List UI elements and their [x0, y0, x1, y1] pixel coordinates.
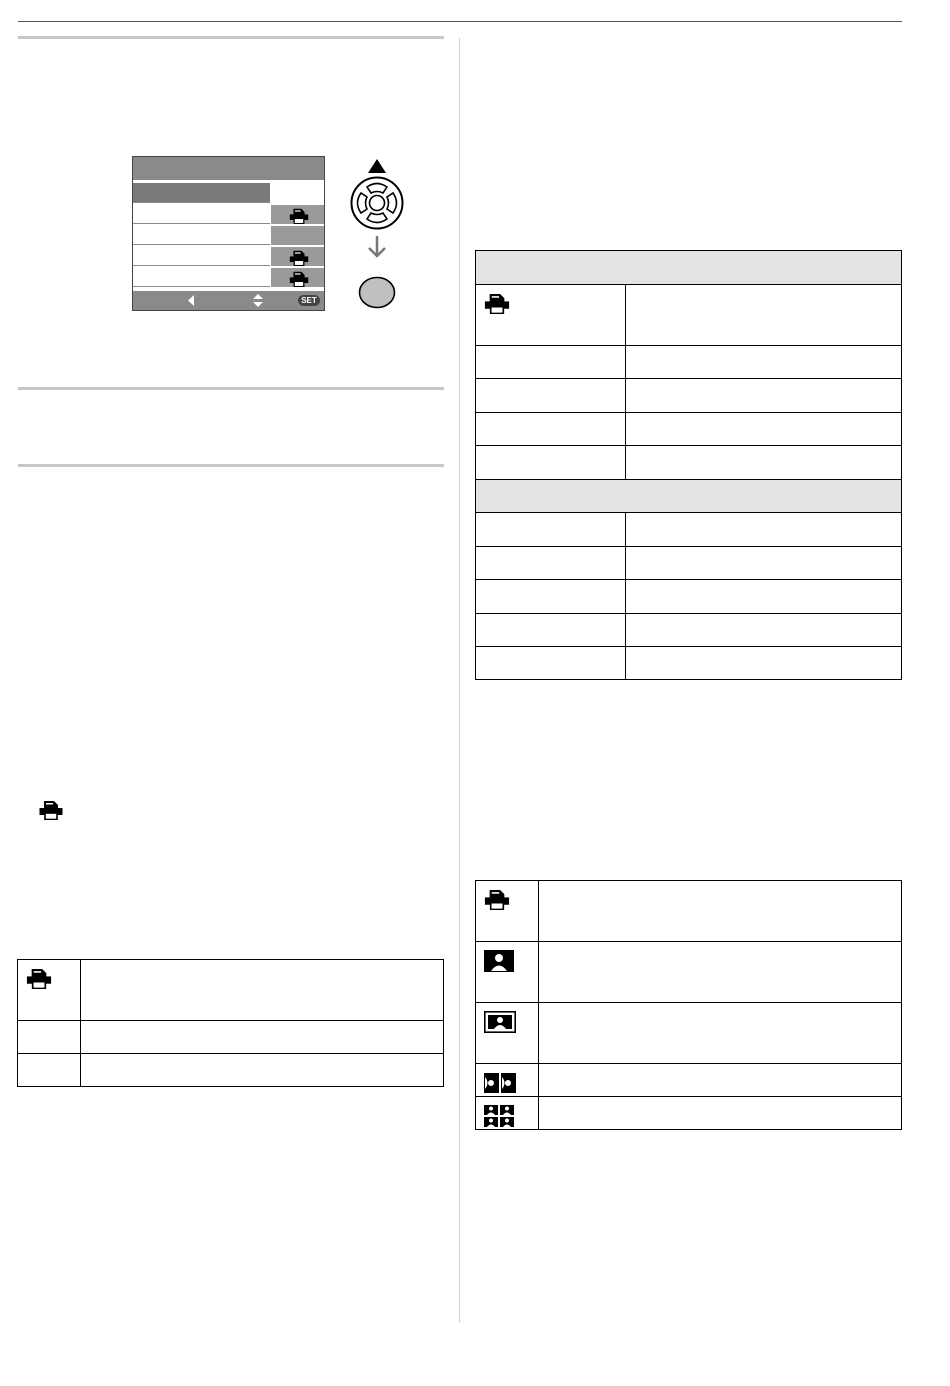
two-up-layout-icon [484, 1073, 516, 1093]
table-cell [626, 379, 902, 413]
lcd-menu-row [133, 226, 324, 245]
table-row [476, 1097, 902, 1130]
table-cell [18, 1021, 81, 1054]
table-cell [476, 942, 539, 1003]
lcd-menu-footer [133, 291, 324, 310]
up-down-arrows-icon [253, 294, 263, 307]
table-cell [476, 580, 626, 614]
print-setting-table [17, 959, 444, 1087]
table-cell [539, 1097, 902, 1130]
table-cell [539, 942, 902, 1003]
table-row [18, 1054, 444, 1087]
table-cell [476, 647, 626, 680]
set-label: SET [298, 295, 320, 306]
table-cell [626, 513, 902, 547]
table-cell [626, 285, 902, 346]
four-up-layout-icon [484, 1105, 514, 1127]
table-cell [626, 346, 902, 379]
page-layout-table [475, 880, 902, 1130]
arrow-down-icon [366, 235, 388, 259]
table-cell [626, 580, 902, 614]
printer-icon [26, 968, 52, 989]
portrait-frame-icon [484, 950, 514, 972]
table-cell [81, 1021, 444, 1054]
lcd-menu-row [133, 205, 324, 224]
table-section-header [476, 251, 902, 285]
triangle-left-icon [187, 295, 195, 306]
table-row [476, 614, 902, 647]
table-cell [476, 346, 626, 379]
table-cell [476, 480, 902, 513]
table-cell [476, 413, 626, 446]
table-row [476, 1003, 902, 1064]
printer-icon [289, 271, 309, 287]
table-cell [626, 413, 902, 446]
table-row [476, 647, 902, 680]
printer-icon [484, 889, 510, 910]
portrait-border-icon [484, 1011, 516, 1033]
section-rule [18, 36, 444, 39]
table-cell [81, 960, 444, 1021]
lcd-menu-row [133, 268, 324, 287]
table-row [476, 513, 902, 547]
table-cell [539, 1003, 902, 1064]
table-cell [626, 446, 902, 480]
table-row [476, 446, 902, 480]
table-cell [81, 1054, 444, 1087]
cross-key-icon [350, 176, 404, 230]
table-cell [476, 251, 902, 285]
table-row [18, 960, 444, 1021]
table-cell [476, 614, 626, 647]
table-cell [539, 1064, 902, 1097]
paper-size-table [475, 250, 902, 680]
lcd-menu-row [133, 183, 324, 202]
table-cell [476, 379, 626, 413]
printer-icon [484, 293, 510, 314]
table-row [18, 1021, 444, 1054]
lcd-menu-header [133, 157, 324, 180]
table-cell [626, 614, 902, 647]
lcd-menu-screen [132, 156, 325, 311]
table-cell [476, 881, 539, 942]
triangle-up-icon [368, 159, 386, 173]
table-cell [539, 881, 902, 942]
table-cell [476, 1064, 539, 1097]
table-cell [18, 1054, 81, 1087]
table-cell [18, 960, 81, 1021]
table-section-header [476, 480, 902, 513]
table-cell [476, 1097, 539, 1130]
table-row [476, 881, 902, 942]
table-cell [476, 446, 626, 480]
printer-icon [289, 208, 309, 224]
section-rule [18, 387, 444, 390]
column-divider [459, 38, 460, 1323]
table-row [476, 379, 902, 413]
table-cell [626, 547, 902, 580]
table-cell [476, 513, 626, 547]
table-row [476, 285, 902, 346]
table-cell [476, 547, 626, 580]
table-row [476, 413, 902, 446]
table-cell [626, 647, 902, 680]
page-top-rule [18, 21, 902, 22]
table-row [476, 346, 902, 379]
table-cell [476, 285, 626, 346]
table-row [476, 547, 902, 580]
lcd-menu-row [133, 247, 324, 266]
table-row [476, 942, 902, 1003]
printer-icon [38, 800, 64, 820]
table-row [476, 580, 902, 614]
section-rule [18, 464, 444, 467]
table-cell [476, 1003, 539, 1064]
set-button-icon [358, 276, 396, 309]
printer-icon [289, 250, 309, 266]
table-row [476, 1064, 902, 1097]
